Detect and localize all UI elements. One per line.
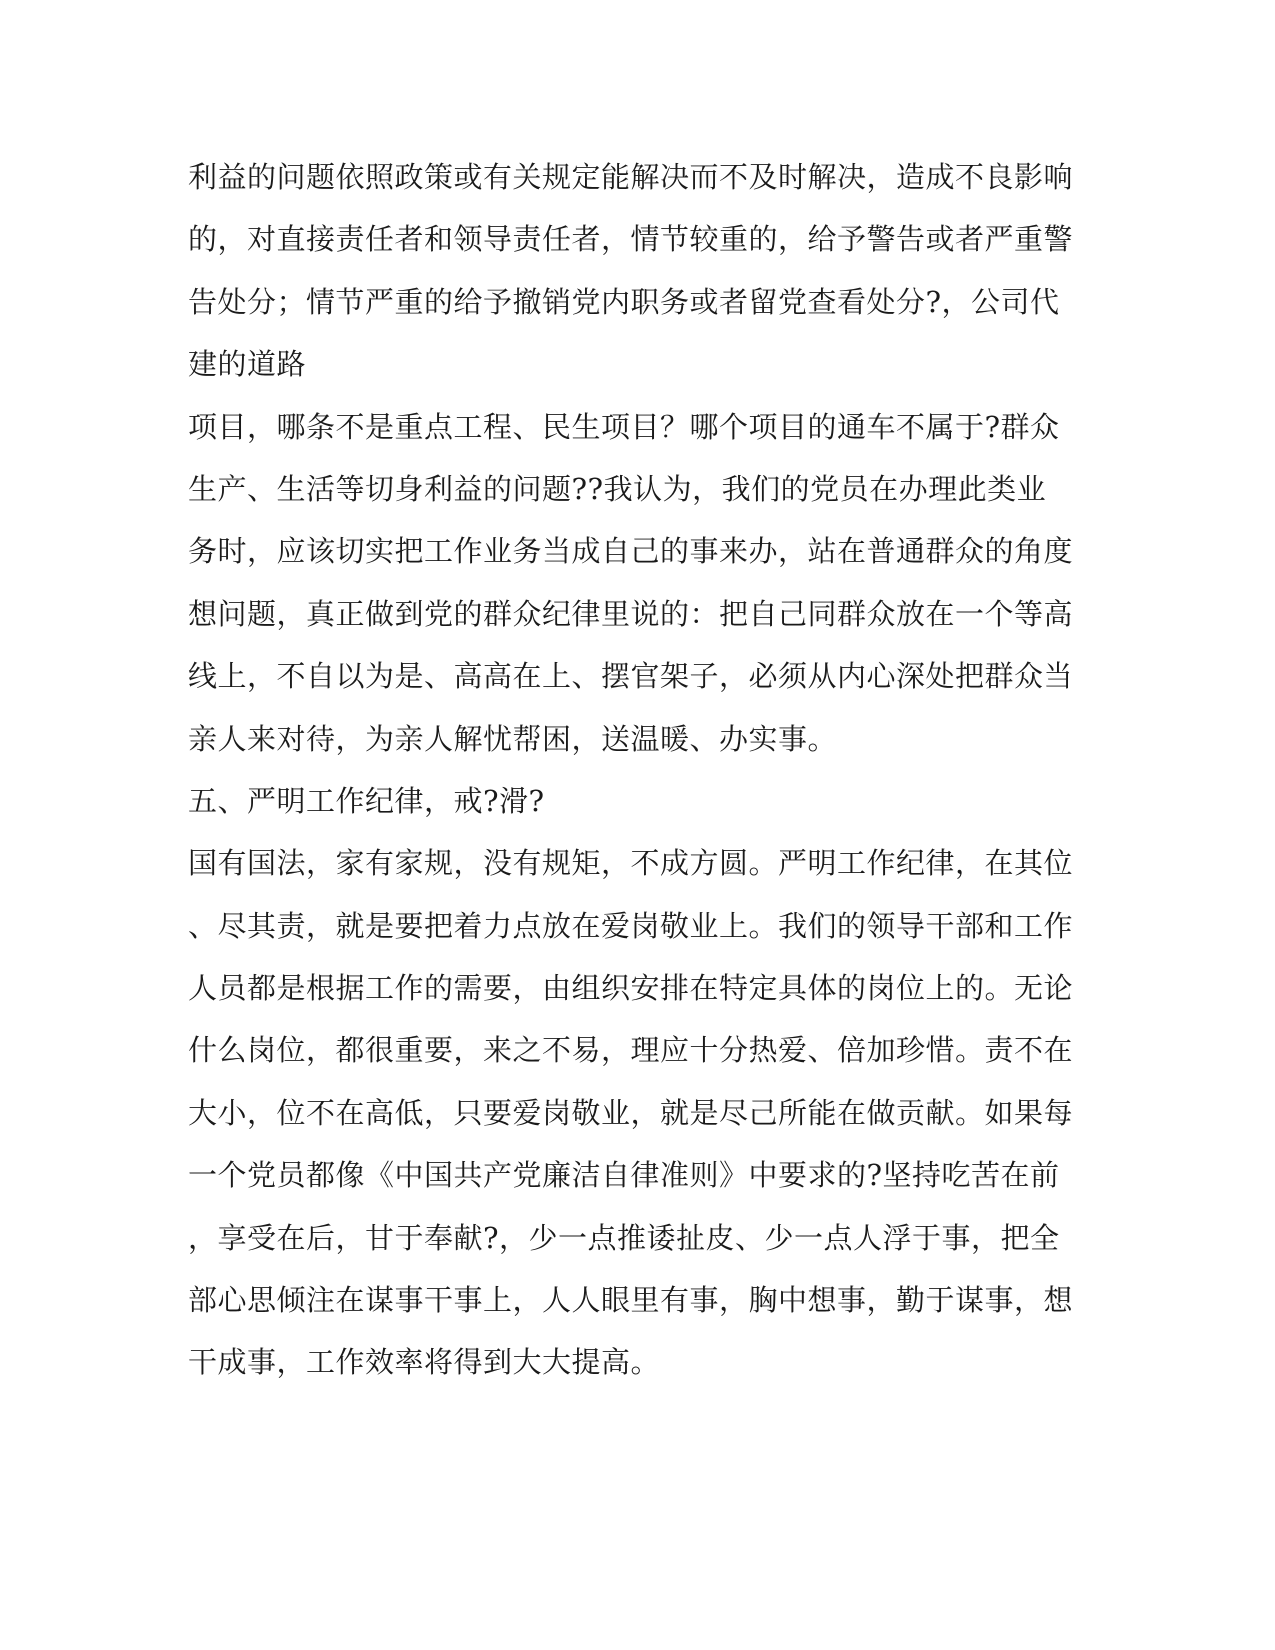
text-line: 务时，应该切实把工作业务当成自己的事来办，站在普通群众的角度 [188,534,1074,569]
text-line: 什么岗位，都很重要，来之不易，理应十分热爱、倍加珍惜。责不在 [188,1033,1074,1068]
text-line: 的，对直接责任者和领导责任者，情节较重的，给予警告或者严重警 [188,222,1074,257]
text-line: 项目，哪条不是重点工程、民生项目？哪个项目的通车不属于?群众 [188,409,1060,444]
text-line: 生产、生活等切身利益的问题??我认为，我们的党员在办理此类业 [188,471,1047,506]
text-line: 国有国法，家有家规，没有规矩，不成方圆。严明工作纪律，在其位 [188,846,1074,881]
text-line: 想问题，真正做到党的群众纪律里说的：把自己同群众放在一个等高 [188,596,1074,631]
text-line: 部心思倾注在谋事干事上，人人眼里有事，胸中想事，勤于谋事，想 [188,1283,1074,1318]
text-line: 人员都是根据工作的需要，由组织安排在特定具体的岗位上的。无论 [188,971,1074,1006]
text-line: 干成事，工作效率将得到大大提高。 [188,1345,661,1380]
section-heading: 五、严明工作纪律，戒?滑? [188,783,545,818]
text-line: 一个党员都像《中国共产党廉洁自律准则》中要求的?坚持吃苦在前 [188,1158,1060,1193]
text-line: 亲人来对待，为亲人解忧帮困，送温暖、办实事。 [188,721,838,756]
text-line: 、尽其责，就是要把着力点放在爱岗敬业上。我们的领导干部和工作 [188,908,1074,943]
text-line: ，享受在后，甘于奉献?，少一点推诿扯皮、少一点人浮于事，把全 [188,1220,1060,1255]
text-line: 告处分；情节严重的给予撤销党内职务或者留党查看处分?，公司代 [188,284,1060,319]
text-line: 线上，不自以为是、高高在上、摆官架子，必须从内心深处把群众当 [188,659,1074,694]
text-line: 大小，位不在高低，只要爱岗敬业，就是尽己所能在做贡献。如果每 [188,1095,1074,1130]
body-text [188,146,1074,1394]
text-line: 建的道路 [188,347,307,382]
text-line: 利益的问题依照政策或有关规定能解决而不及时解决，造成不良影响 [188,160,1074,194]
